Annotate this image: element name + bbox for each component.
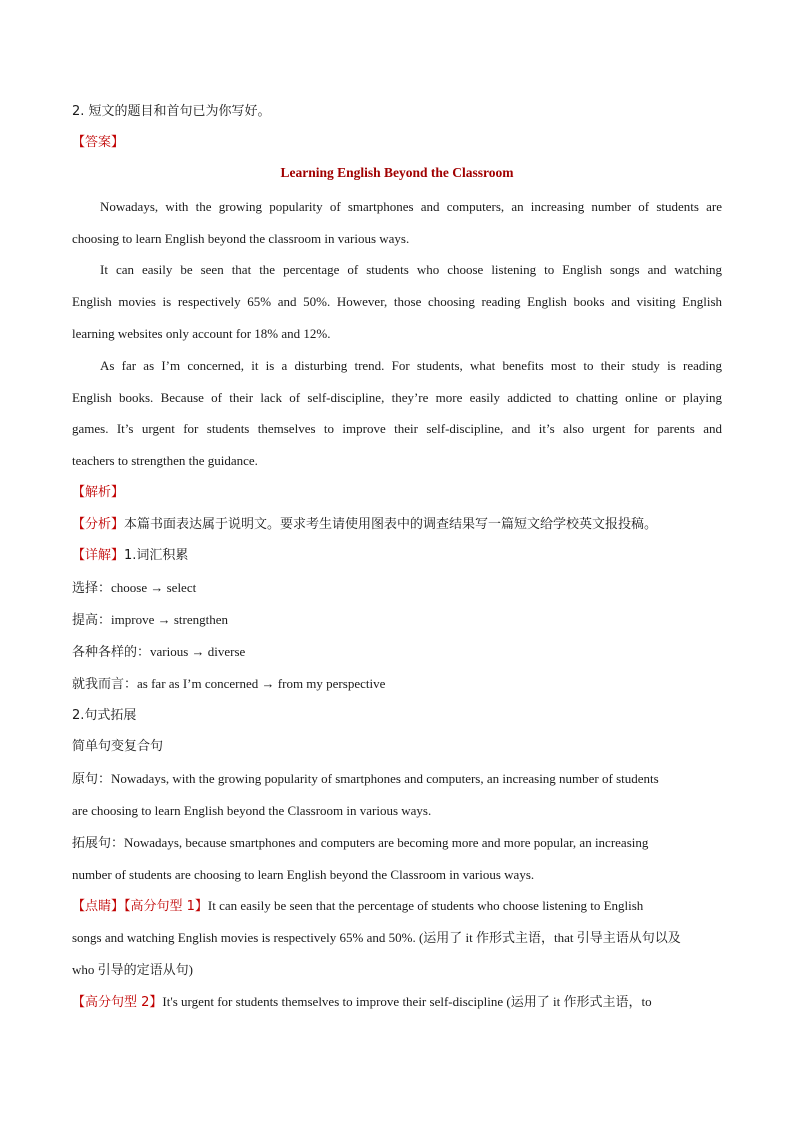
xiangjie-label: 【详解】 xyxy=(72,548,125,563)
essay-p2-line1: It can easily be seen that the percentage of students who choose listening to English songs and watching xyxy=(100,262,722,277)
essay-p3-line2: English books. Because of their lack of self-discipline, they’re more easily addicted to chatting online or playing xyxy=(72,390,722,405)
expanded-label: 拓展句： xyxy=(72,836,125,851)
vocab-item xyxy=(72,675,385,694)
simple-to-complex-heading: 简单句变复合句 xyxy=(72,739,164,754)
essay-p2-line2: English movies is respectively 65% and 50%. However, those choosing reading English books and visiting English xyxy=(72,294,722,309)
vocab-cn: 提高： xyxy=(72,613,112,628)
sentence-ext-heading: 2.句式拓展 xyxy=(72,708,137,723)
vocab-cn: 选择： xyxy=(72,581,112,596)
dianjing-label: 【点睛】 xyxy=(72,899,125,914)
vocab-en: as far as I’m concerned → from my perspective xyxy=(137,676,386,691)
dianjing-line3: who 引导的定语从句) xyxy=(72,962,193,977)
dianjing-line2: songs and watching English movies is respectively 65% and 50%. (运用了 it 作形式主语，that 引导主语从句以及 xyxy=(72,930,681,945)
dianjing-line4 xyxy=(72,993,652,1012)
sentence-pattern-1-tag: 【高分句型 1】 xyxy=(124,899,208,914)
vocab-cn: 就我而言： xyxy=(72,677,138,692)
original-line1 xyxy=(72,770,659,789)
essay-p3-line1: As far as I’m concerned, it is a disturbing trend. For students, what benefits most to their study is reading xyxy=(100,358,722,373)
expanded-line1 xyxy=(72,834,648,853)
sentence-pattern-2-tag: 【高分句型 2】 xyxy=(72,995,163,1010)
question-2: 2. 短文的题目和首句已为你写好。 xyxy=(72,104,271,119)
dianjing-text1: It can easily be seen that the percentage of students who choose listening to English xyxy=(207,898,644,913)
original-text1: Nowadays, with the growing popularity of smartphones and computers, an increasing number of students xyxy=(111,771,659,786)
analysis-label: 【解析】 xyxy=(72,485,125,500)
expanded-text1: Nowadays, because smartphones and computers are becoming more and more popular, an increasing xyxy=(124,835,649,850)
original-label: 原句： xyxy=(72,772,112,787)
vocab-en: improve → strengthen xyxy=(111,612,228,627)
xiangjie-line xyxy=(72,547,188,565)
vocab-en: various → diverse xyxy=(150,644,246,659)
essay-p2-line3: learning websites only account for 18% and 12%. xyxy=(72,326,331,341)
essay-p3-line3: games. It’s urgent for students themselves to improve their self-discipline, and it’s also urgent for parents and xyxy=(72,421,722,436)
dianjing-text4: It's urgent for students themselves to improve their self-discipline (运用了 it 作形式主语，to xyxy=(162,994,652,1009)
xiangjie-text: 1.词汇积累 xyxy=(124,548,189,563)
vocab-en: choose → select xyxy=(111,580,197,595)
essay-p3-line4: teachers to strengthen the guidance. xyxy=(72,453,258,468)
dianjing-line1 xyxy=(72,897,643,916)
vocab-cn: 各种各样的： xyxy=(72,645,151,660)
vocab-item xyxy=(72,579,196,598)
vocab-item xyxy=(72,611,228,630)
expanded-line2: number of students are choosing to learn English beyond the Classroom in various ways. xyxy=(72,867,535,882)
answer-label: 【答案】 xyxy=(72,135,125,150)
fenxi-line xyxy=(72,516,657,534)
essay-p1-line1: Nowadays, with the growing popularity of smartphones and computers, an increasing number of students are xyxy=(100,199,722,214)
essay-title: Learning English Beyond the Classroom xyxy=(280,165,514,180)
fenxi-label: 【分析】 xyxy=(72,517,125,532)
original-line2: are choosing to learn English beyond the Classroom in various ways. xyxy=(72,803,432,818)
essay-p1-line2: choosing to learn English beyond the classroom in various ways. xyxy=(72,231,410,246)
vocab-item xyxy=(72,643,245,662)
fenxi-text: 本篇书面表达属于说明文。要求考生请使用图表中的调查结果写一篇短文给学校英文报投稿。 xyxy=(124,517,658,532)
